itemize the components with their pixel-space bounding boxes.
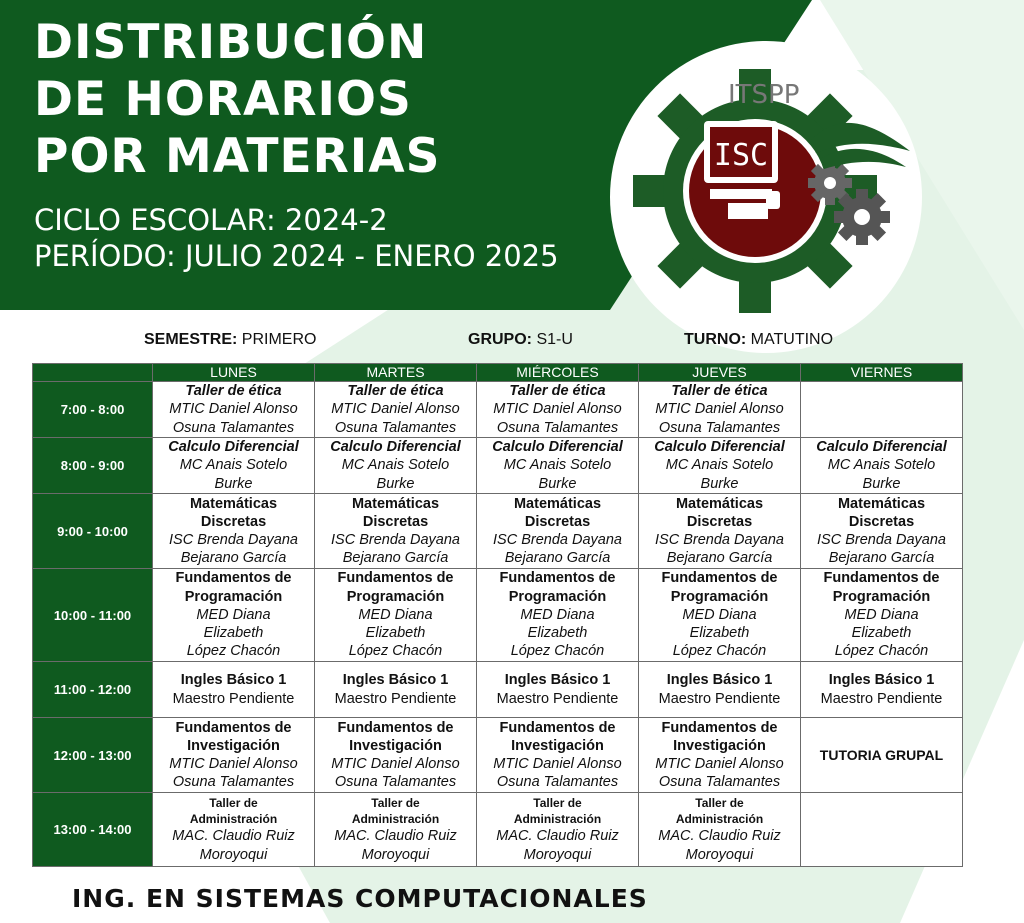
teacher-name: Bejarano García <box>342 550 449 567</box>
class-cell <box>477 569 639 662</box>
schedule-row <box>33 569 963 662</box>
teacher-name: Bejarano García <box>828 550 935 567</box>
teacher-name: López Chacón <box>672 643 767 660</box>
periodo: PERÍODO: JULIO 2024 - ENERO 2025 <box>34 239 559 273</box>
subject-name: Administración <box>189 812 278 827</box>
subject-name: Programación <box>670 588 769 605</box>
subject-name: Administración <box>351 812 440 827</box>
subject-name: Taller de ética <box>185 383 282 400</box>
teacher-name: MTIC Daniel Alonso <box>493 756 622 772</box>
schedule-body <box>33 382 963 867</box>
schedule-row <box>33 438 963 494</box>
teacher-name: Burke <box>700 475 739 492</box>
teacher-name: MTIC Daniel Alonso <box>493 401 622 418</box>
day-header: LUNES <box>153 364 315 382</box>
class-cell <box>477 438 639 494</box>
subject-name: Discretas <box>686 513 753 530</box>
teacher-name: MTIC Daniel Alonso <box>169 756 298 772</box>
time-slot: 13:00 - 14:00 <box>33 793 153 867</box>
day-header: JUEVES <box>639 364 801 382</box>
teacher-name: Bejarano García <box>504 550 611 567</box>
class-cell <box>639 662 801 718</box>
class-cell <box>801 793 963 867</box>
tutoria-label: TUTORIA GRUPAL <box>819 746 944 763</box>
schedule-row <box>33 494 963 569</box>
teacher-name: López Chacón <box>834 643 929 660</box>
class-cell <box>801 382 963 438</box>
class-cell <box>801 438 963 494</box>
corner-cell <box>33 364 153 382</box>
subject-name: Taller de <box>695 796 744 811</box>
subject-name: Fundamentos de <box>823 570 940 587</box>
teacher-name: Osuna Talamantes <box>496 774 619 791</box>
subject-name: Taller de <box>209 796 258 811</box>
subject-name: Discretas <box>362 513 429 530</box>
class-cell <box>801 662 963 718</box>
title-line-2: DE HORARIOS <box>34 72 412 127</box>
subject-name: Discretas <box>200 513 267 530</box>
subject-name: Investigación <box>511 737 604 754</box>
subject-name: Taller de <box>533 796 582 811</box>
time-slot: 12:00 - 13:00 <box>33 718 153 793</box>
class-cell <box>315 662 477 718</box>
teacher-name: MC Anais Sotelo <box>341 457 450 474</box>
class-cell <box>801 569 963 662</box>
subject-name: Fundamentos de <box>337 719 454 736</box>
class-cell <box>801 494 963 569</box>
teacher-name: MTIC Daniel Alonso <box>169 401 298 418</box>
subject-name: Ingles Básico 1 <box>828 672 935 689</box>
logo-text: ITSPP <box>728 80 800 110</box>
teacher-name: Moroyoqui <box>523 846 592 863</box>
class-cell <box>639 382 801 438</box>
title-line-1: DISTRIBUCIÓN <box>34 15 428 70</box>
teacher-name: ISC Brenda Dayana <box>331 532 460 548</box>
time-slot: 10:00 - 11:00 <box>33 569 153 662</box>
teacher-name: Burke <box>538 475 577 492</box>
class-cell <box>477 494 639 569</box>
class-cell <box>477 793 639 867</box>
teacher-name: ISC Brenda Dayana <box>493 532 622 548</box>
teacher-name: MED Diana <box>682 606 757 623</box>
subject-name: Calculo Diferencial <box>654 439 785 456</box>
teacher-name: MAC. Claudio Ruiz <box>334 828 457 845</box>
subject-name: Taller de ética <box>671 383 768 400</box>
teacher-name: Bejarano García <box>666 550 773 567</box>
class-cell <box>477 662 639 718</box>
subject-name: Fundamentos de <box>661 719 778 736</box>
teacher-name: Maestro Pendiente <box>820 690 943 707</box>
subject-name: Taller de ética <box>509 383 606 400</box>
subject-name: Taller de <box>371 796 420 811</box>
subject-name: Taller de ética <box>347 383 444 400</box>
schedule-row <box>33 662 963 718</box>
class-cell <box>801 718 963 793</box>
class-cell <box>639 718 801 793</box>
group-info <box>0 331 1024 353</box>
class-cell <box>153 718 315 793</box>
header-row <box>33 364 963 382</box>
subject-name: Matemáticas <box>837 495 926 512</box>
schedule-row <box>33 718 963 793</box>
teacher-name: MAC. Claudio Ruiz <box>658 828 781 845</box>
subject-name: Investigación <box>349 737 442 754</box>
subject-name: Fundamentos de <box>175 570 292 587</box>
teacher-name: MC Anais Sotelo <box>827 457 936 474</box>
teacher-name: Moroyoqui <box>361 846 430 863</box>
teacher-name: MC Anais Sotelo <box>665 457 774 474</box>
teacher-name: Maestro Pendiente <box>496 690 619 707</box>
teacher-name: Elizabeth <box>203 625 264 642</box>
teacher-name: López Chacón <box>186 643 281 660</box>
class-cell <box>153 494 315 569</box>
title-line-3: POR MATERIAS <box>34 129 441 184</box>
subject-name: Programación <box>508 588 607 605</box>
subject-name: Calculo Diferencial <box>816 439 947 456</box>
teacher-name: Moroyoqui <box>685 846 754 863</box>
subject-name: Fundamentos de <box>499 719 616 736</box>
class-cell <box>153 793 315 867</box>
subject-name: Ingles Básico 1 <box>180 672 287 689</box>
teacher-name: MC Anais Sotelo <box>503 457 612 474</box>
class-cell <box>315 494 477 569</box>
class-cell <box>477 382 639 438</box>
class-cell <box>153 382 315 438</box>
subject-name: Administración <box>513 812 602 827</box>
subject-name: Matemáticas <box>189 495 278 512</box>
teacher-name: Osuna Talamantes <box>658 774 781 791</box>
subject-name: Ingles Básico 1 <box>342 672 449 689</box>
subject-name: Fundamentos de <box>661 570 778 587</box>
schedule-row <box>33 382 963 438</box>
teacher-name: Elizabeth <box>365 625 426 642</box>
subject-name: Matemáticas <box>675 495 764 512</box>
teacher-name: Moroyoqui <box>199 846 268 863</box>
teacher-name: MAC. Claudio Ruiz <box>496 828 619 845</box>
itspp-logo-icon <box>610 41 922 353</box>
teacher-name: Osuna Talamantes <box>172 419 295 436</box>
teacher-name: Elizabeth <box>689 625 750 642</box>
teacher-name: López Chacón <box>348 643 443 660</box>
teacher-name: Bejarano García <box>180 550 287 567</box>
teacher-name: ISC Brenda Dayana <box>817 532 946 548</box>
teacher-name: Maestro Pendiente <box>172 690 295 707</box>
subject-name: Fundamentos de <box>337 570 454 587</box>
class-cell <box>315 793 477 867</box>
time-slot: 8:00 - 9:00 <box>33 438 153 494</box>
teacher-name: Osuna Talamantes <box>334 419 457 436</box>
ciclo-escolar: CICLO ESCOLAR: 2024-2 <box>34 203 388 237</box>
class-cell <box>153 438 315 494</box>
class-cell <box>639 438 801 494</box>
teacher-name: ISC Brenda Dayana <box>169 532 298 548</box>
time-slot: 7:00 - 8:00 <box>33 382 153 438</box>
teacher-name: MED Diana <box>520 606 595 623</box>
day-header: VIERNES <box>801 364 963 382</box>
teacher-name: Elizabeth <box>527 625 588 642</box>
subject-name: Administración <box>675 812 764 827</box>
teacher-name: López Chacón <box>510 643 605 660</box>
teacher-name: MTIC Daniel Alonso <box>655 756 784 772</box>
subject-name: Discretas <box>524 513 591 530</box>
subject-name: Fundamentos de <box>499 570 616 587</box>
class-cell <box>477 718 639 793</box>
subject-name: Matemáticas <box>513 495 602 512</box>
teacher-name: Elizabeth <box>851 625 912 642</box>
subject-name: Calculo Diferencial <box>168 439 299 456</box>
teacher-name: Osuna Talamantes <box>172 774 295 791</box>
turno-info: TURNO: MATUTINO <box>684 331 834 348</box>
teacher-name: Osuna Talamantes <box>658 419 781 436</box>
teacher-name: Burke <box>214 475 253 492</box>
grupo-info: GRUPO: S1-U <box>468 331 573 348</box>
teacher-name: Osuna Talamantes <box>334 774 457 791</box>
subject-name: Discretas <box>848 513 915 530</box>
day-header: MIÉRCOLES <box>477 364 639 382</box>
teacher-name: Burke <box>376 475 415 492</box>
subject-name: Programación <box>184 588 283 605</box>
teacher-name: MC Anais Sotelo <box>179 457 288 474</box>
semestre-info: SEMESTRE: PRIMERO <box>144 331 317 348</box>
class-cell <box>315 438 477 494</box>
time-slot: 11:00 - 12:00 <box>33 662 153 718</box>
subject-name: Programación <box>832 588 931 605</box>
subject-name: Investigación <box>187 737 280 754</box>
class-cell <box>153 569 315 662</box>
class-cell <box>315 382 477 438</box>
teacher-name: MTIC Daniel Alonso <box>331 401 460 418</box>
teacher-name: Maestro Pendiente <box>658 690 781 707</box>
teacher-name: Maestro Pendiente <box>334 690 457 707</box>
subject-name: Ingles Básico 1 <box>666 672 773 689</box>
class-cell <box>315 718 477 793</box>
teacher-name: MTIC Daniel Alonso <box>655 401 784 418</box>
teacher-name: MED Diana <box>358 606 433 623</box>
subject-name: Fundamentos de <box>175 719 292 736</box>
class-cell <box>153 662 315 718</box>
teacher-name: ISC Brenda Dayana <box>655 532 784 548</box>
day-header: MARTES <box>315 364 477 382</box>
career-footer: ING. EN SISTEMAS COMPUTACIONALES <box>72 884 648 913</box>
class-cell <box>639 494 801 569</box>
teacher-name: MED Diana <box>196 606 271 623</box>
class-cell <box>315 569 477 662</box>
teacher-name: MAC. Claudio Ruiz <box>172 828 295 845</box>
teacher-name: Burke <box>862 475 901 492</box>
teacher-name: MED Diana <box>844 606 919 623</box>
subject-name: Calculo Diferencial <box>492 439 623 456</box>
subject-name: Matemáticas <box>351 495 440 512</box>
schedule-row <box>33 793 963 867</box>
logo-screen-text: ISC <box>713 138 769 173</box>
subject-name: Investigación <box>673 737 766 754</box>
class-cell <box>639 793 801 867</box>
subject-name: Ingles Básico 1 <box>504 672 611 689</box>
teacher-name: Osuna Talamantes <box>496 419 619 436</box>
subject-name: Programación <box>346 588 445 605</box>
subject-name: Calculo Diferencial <box>330 439 461 456</box>
page-title <box>34 14 441 185</box>
schedule-table <box>32 363 963 867</box>
teacher-name: MTIC Daniel Alonso <box>331 756 460 772</box>
time-slot: 9:00 - 10:00 <box>33 494 153 569</box>
class-cell <box>639 569 801 662</box>
